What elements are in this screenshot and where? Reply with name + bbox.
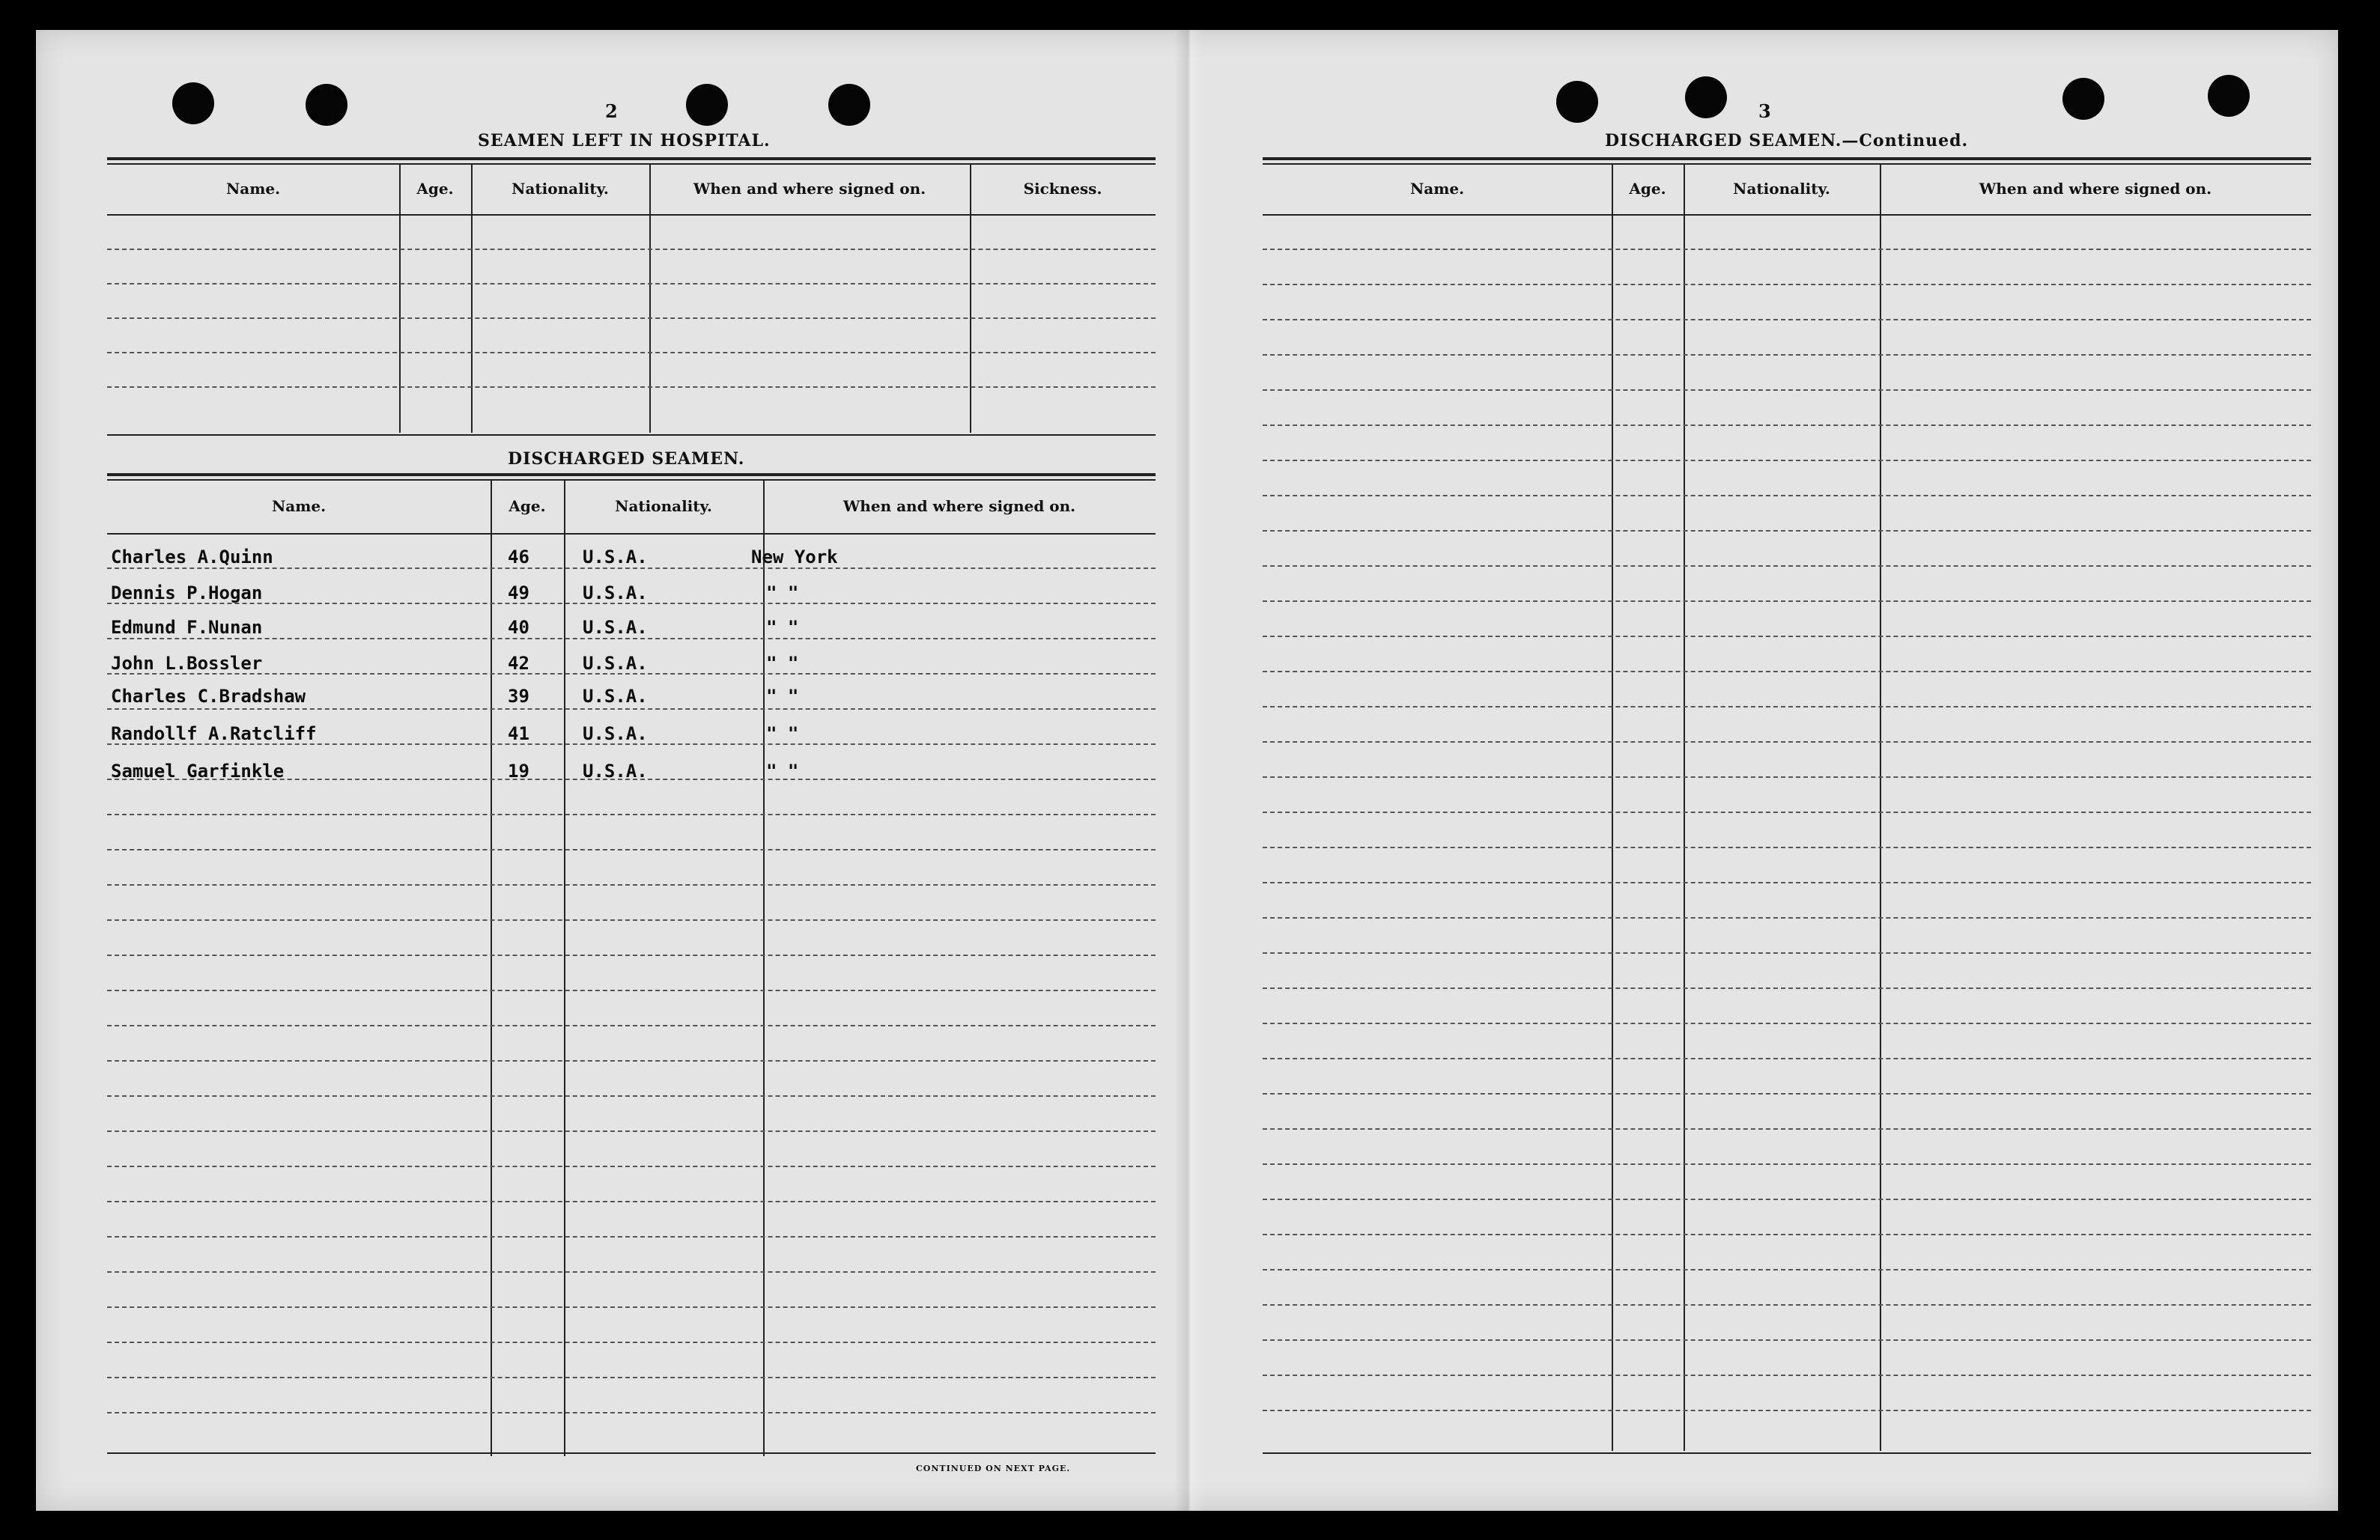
right-top-rule — [1263, 157, 2311, 160]
ruled-line — [1263, 1058, 2311, 1059]
ruled-line — [107, 1271, 1156, 1273]
ruled-line — [1263, 1128, 2311, 1130]
ruled-line — [1263, 917, 2311, 919]
seaman-age: 40 — [508, 617, 529, 638]
ruled-line — [1263, 812, 2311, 813]
right-col-name: Name. — [1409, 180, 1465, 198]
ruled-line — [1263, 389, 2311, 391]
discharged-continued-title: DISCHARGED SEAMEN.—Continued. — [1605, 131, 1969, 150]
ruled-line — [1263, 987, 2311, 989]
ruled-line — [107, 1130, 1156, 1132]
seaman-name: Edmund F.Nunan — [111, 617, 263, 638]
ruled-line — [1263, 847, 2311, 848]
ruled-line — [107, 990, 1156, 991]
seaman-signed-on: " " — [766, 582, 799, 603]
seaman-age: 41 — [508, 723, 529, 744]
punch-hole-icon — [306, 84, 347, 126]
ruled-line — [1263, 565, 2311, 567]
ruled-line — [1263, 882, 2311, 883]
ruled-line — [107, 352, 1156, 353]
ruled-line — [1263, 706, 2311, 707]
ruled-line — [1263, 952, 2311, 954]
seaman-name: John L.Bossler — [111, 653, 263, 674]
ruled-line — [107, 1166, 1156, 1167]
ruled-line — [1263, 1093, 2311, 1095]
ruled-line — [107, 249, 1156, 250]
ruled-line — [107, 884, 1156, 886]
ruled-line — [1263, 1163, 2311, 1165]
punch-hole-icon — [2208, 75, 2250, 117]
hospital-col-signed-on: When and where signed on. — [693, 180, 926, 198]
page-number-right: 3 — [1758, 100, 1771, 122]
seaman-signed-on: " " — [766, 653, 799, 674]
punch-hole-icon — [828, 84, 870, 126]
seaman-signed-on: " " — [766, 617, 799, 638]
punch-hole-icon — [1556, 81, 1598, 123]
seaman-nationality: U.S.A. — [583, 686, 648, 707]
page-number-left: 2 — [605, 100, 618, 122]
right-col-age: Age. — [1629, 180, 1666, 198]
seaman-signed-on: " " — [766, 686, 799, 707]
seaman-age: 19 — [508, 761, 529, 782]
ruled-line — [1263, 495, 2311, 496]
ledger-paper — [36, 30, 2338, 1511]
hospital-col-sickness: Sickness. — [1023, 180, 1102, 198]
ruled-line — [107, 1377, 1156, 1378]
ruled-line — [1263, 1023, 2311, 1024]
hospital-col-age: Age. — [416, 180, 454, 198]
punch-hole-icon — [1685, 76, 1727, 118]
right-col-nationality: Nationality. — [1733, 180, 1830, 198]
ruled-line — [1263, 1339, 2311, 1341]
seaman-age: 42 — [508, 653, 529, 674]
ruled-line — [1263, 424, 2311, 426]
discharged-col-name: Name. — [271, 497, 327, 515]
seaman-age: 49 — [508, 582, 529, 603]
continued-note: CONTINUED ON NEXT PAGE. — [916, 1464, 1071, 1473]
seaman-age: 39 — [508, 686, 529, 707]
ruled-line — [107, 1095, 1156, 1097]
seaman-age: 46 — [508, 547, 529, 567]
ruled-line — [107, 1236, 1156, 1238]
hospital-section-title: SEAMEN LEFT IN HOSPITAL. — [478, 131, 771, 150]
ruled-line — [107, 1306, 1156, 1308]
ruled-line — [1263, 460, 2311, 461]
ruled-line — [107, 386, 1156, 388]
punch-hole-icon — [2062, 78, 2104, 120]
ruled-line — [107, 1342, 1156, 1343]
ruled-line — [107, 317, 1156, 319]
ruled-line — [107, 283, 1156, 284]
hospital-top-rule — [107, 157, 1156, 160]
seaman-nationality: U.S.A. — [583, 723, 648, 744]
ruled-line — [107, 638, 1156, 639]
ruled-line — [107, 849, 1156, 850]
hospital-col-name: Name. — [225, 180, 281, 198]
hospital-col-nationality: Nationality. — [511, 180, 609, 198]
seaman-nationality: U.S.A. — [583, 653, 648, 674]
discharged-section-title: DISCHARGED SEAMEN. — [508, 449, 745, 469]
ruled-line — [107, 567, 1156, 569]
seaman-nationality: U.S.A. — [583, 582, 648, 603]
ruled-line — [1263, 636, 2311, 637]
ruled-line — [107, 919, 1156, 921]
discharged-col-age: Age. — [509, 497, 546, 515]
discharged-col-nationality: Nationality. — [615, 497, 712, 515]
ruled-line — [1263, 1304, 2311, 1306]
seaman-name: Charles C.Bradshaw — [111, 686, 306, 707]
seaman-name: Randollf A.Ratcliff — [111, 723, 317, 744]
ruled-line — [1263, 249, 2311, 250]
seaman-signed-on: " " — [766, 761, 799, 782]
right-col-signed-on: When and where signed on. — [1979, 180, 2212, 198]
discharged-col-signed-on: When and where signed on. — [843, 497, 1076, 515]
punch-hole-icon — [172, 82, 214, 124]
seaman-name: Dennis P.Hogan — [111, 582, 263, 603]
ruled-line — [1263, 600, 2311, 602]
ruled-line — [1263, 671, 2311, 672]
ruled-line — [1263, 1269, 2311, 1270]
ruled-line — [107, 814, 1156, 815]
ruled-line — [1263, 776, 2311, 778]
ruled-line — [1263, 1234, 2311, 1235]
ruled-line — [107, 708, 1156, 710]
ruled-line — [1263, 1199, 2311, 1200]
ruled-line — [1263, 741, 2311, 743]
ruled-line — [1263, 319, 2311, 320]
ruled-line — [107, 1060, 1156, 1062]
center-fold — [1174, 30, 1204, 1511]
ruled-line — [107, 1412, 1156, 1413]
ruled-line — [107, 955, 1156, 956]
seaman-nationality: U.S.A. — [583, 761, 648, 782]
ruled-line — [1263, 284, 2311, 285]
seaman-nationality: U.S.A. — [583, 547, 648, 567]
ruled-line — [1263, 1375, 2311, 1376]
seaman-name: Charles A.Quinn — [111, 547, 273, 567]
punch-hole-icon — [686, 84, 728, 126]
ruled-line — [1263, 530, 2311, 532]
seaman-signed-on: " " — [766, 723, 799, 744]
ruled-line — [107, 1025, 1156, 1026]
ruled-line — [1263, 354, 2311, 356]
discharged-top-rule — [107, 473, 1156, 476]
seaman-signed-on: New York — [751, 547, 838, 567]
ruled-line — [1263, 1410, 2311, 1411]
seaman-name: Samuel Garfinkle — [111, 761, 285, 782]
ruled-line — [107, 1201, 1156, 1202]
seaman-nationality: U.S.A. — [583, 617, 648, 638]
